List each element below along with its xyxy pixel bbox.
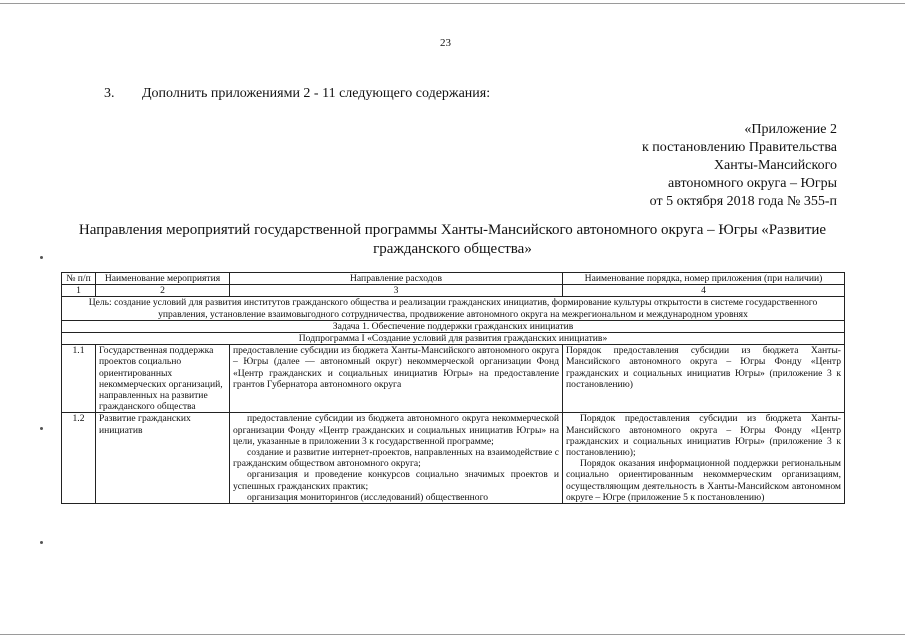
margin-dot-mark	[40, 427, 43, 430]
subprogram-cell: Подпрограмма I «Создание условий для развития гражданских инициатив»	[62, 333, 845, 345]
title-line: Направления мероприятий государственной программы Ханты-Мансийского автономного округа – Югры «Развитие	[78, 222, 827, 238]
table-row	[62, 345, 845, 413]
scan-bottom-edge	[0, 634, 905, 635]
measure-name: Государственная поддержка проектов социально ориентированных некоммерческих организаций, направленных на развитие гражданского общества	[96, 345, 230, 413]
procedure-paragraph: Порядок предоставления субсидии из бюджета Ханты-Мансийского автономного округа – Югры Фонду «Центр гражданских и социальных инициатив Югры» (приложение 3 к постановлению)	[566, 345, 841, 390]
procedure-paragraph: Порядок предоставления субсидии из бюджета Ханты-Мансийского автономного округа – Югры Фонду «Центр гражданских и социальных инициатив Югры» (приложение 3 к постановлению);	[566, 413, 841, 459]
goal-cell: Цель: создание условий для развития институтов гражданского общества и реализации гражданских инициатив, формирование культуры открытости в системе государственного управления, установление взаимовыгодного сотрудничества, продвижение автономного округа на межрегиональном и международном уровнях	[62, 297, 845, 320]
appendix-line: «Приложение 2	[744, 122, 837, 137]
column-number: 3	[230, 285, 563, 297]
row-number: 1.2	[62, 413, 96, 504]
column-number-row	[62, 285, 845, 297]
task-row	[62, 320, 845, 332]
header-cell-expenses: Направление расходов	[230, 273, 563, 285]
appendix-line: Ханты-Мансийского	[713, 158, 837, 173]
document-title	[60, 221, 845, 259]
table-row	[62, 413, 845, 504]
expense-direction	[230, 413, 563, 504]
goal-row	[62, 297, 845, 320]
amendment-item	[104, 86, 490, 102]
measure-name: Развитие гражданских инициатив	[96, 413, 230, 504]
header-cell-procedure: Наименование порядка, номер приложения (при наличии)	[563, 273, 845, 285]
header-cell-number: № п/п	[62, 273, 96, 285]
expense-paragraph: создание и развитие интернет-проектов, направленных на взаимодействие с гражданским обществом автономного округа;	[233, 447, 559, 470]
appendix-line: от 5 октября 2018 года № 355-п	[649, 194, 837, 209]
column-number: 4	[563, 285, 845, 297]
expense-direction	[230, 345, 563, 413]
item-number: 3.	[104, 86, 115, 101]
expense-paragraph: предоставление субсидии из бюджета Ханты-Мансийского автономного округа – Югры (далее — автономный округ) некоммерческой организации Фонд «Центр гражданских и социальных инициатив Югры» на предоставление грантов Губернатора автономного округа	[233, 345, 559, 390]
title-line: гражданского общества»	[373, 241, 532, 257]
appendix-header	[642, 121, 837, 211]
column-number: 1	[62, 285, 96, 297]
procedure-reference	[563, 413, 845, 504]
procedure-reference	[563, 345, 845, 413]
task-cell: Задача 1. Обеспечение поддержки гражданских инициатив	[62, 320, 845, 332]
row-number: 1.1	[62, 345, 96, 413]
header-row	[62, 273, 845, 285]
subprogram-row	[62, 333, 845, 345]
header-cell-measure: Наименование мероприятия	[96, 273, 230, 285]
margin-dot-mark	[40, 541, 43, 544]
column-number: 2	[96, 285, 230, 297]
item-text: Дополнить приложениями 2 - 11 следующего содержания:	[142, 86, 491, 101]
scan-top-edge	[0, 3, 905, 4]
margin-dot-mark	[40, 256, 43, 259]
expense-paragraph: предоставление субсидии из бюджета автономного округа некоммерческой организации Фонду «Центр гражданских и социальных инициатив Югры» на цели, указанные в приложении 3 к государственной программе;	[233, 413, 559, 447]
procedure-paragraph: Порядок оказания информационной поддержки региональным социально ориентированным некоммерческим организациям, осуществляющим деятельность в Ханты-Мансийском автономном округе – Югре (приложение 5 к постановлению)	[566, 458, 841, 503]
expense-paragraph: организация мониторингов (исследований) общественного	[247, 491, 489, 503]
measures-table	[61, 272, 845, 504]
appendix-line: к постановлению Правительства	[641, 140, 837, 155]
page-number: 23	[440, 37, 451, 49]
expense-paragraph: организация и проведение конкурсов социально значимых проектов и успешных гражданских практик;	[233, 469, 559, 492]
appendix-line: автономного округа – Югры	[668, 176, 837, 191]
